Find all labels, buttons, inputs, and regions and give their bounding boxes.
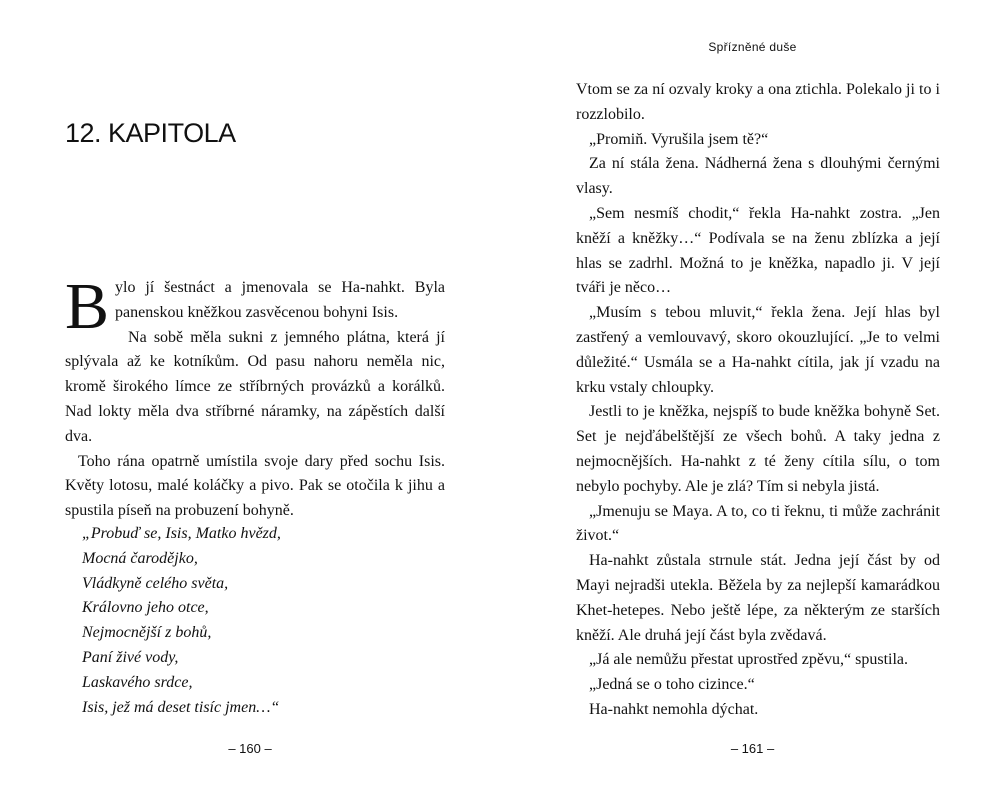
verse-line: Mocná čarodějko,	[82, 549, 198, 567]
paragraph: „Sem nesmíš chodit,“ řekla Ha-nahkt zostra. „Jen kněží a kněžky…“ Podívala se na ženu zblízka a její hlas se zadrhl. Možná to je kněžka, napadlo ji. V její tváři je něco…	[576, 204, 940, 297]
left-body-text	[65, 270, 445, 524]
opening-paragraph-text: ylo jí šestnáct a jmenovala se Ha-nahkt. Byla panenskou kněžkou zasvěcenou bohyni Isis.	[115, 279, 445, 321]
page-number: – 161 –	[730, 741, 775, 756]
hymn-verse	[82, 522, 442, 720]
running-head: Spřízněné duše	[708, 40, 797, 54]
verse-line: Laskavého srdce,	[82, 673, 193, 691]
opening-paragraph	[65, 270, 445, 343]
left-page	[0, 0, 500, 800]
paragraph: Ha-nahkt zůstala strnule stát. Jedna její část by od Mayi nejradši utekla. Běžela by za nejlepší kamarádkou Khet-hetepes. Nebo ještě lépe, za některým ze starších kněží. Ale druhá její část byla zvědavá.	[576, 552, 940, 644]
paragraph: Ha-nahkt nemohla dýchat.	[589, 700, 759, 718]
chapter-title: 12. KAPITOLA	[65, 118, 236, 148]
paragraph: „Jmenuju se Maya. A to, co ti řeknu, ti může zachránit život.“	[576, 502, 940, 545]
right-body-text	[576, 78, 940, 723]
paragraph: Jestli to je kněžka, nejspíš to bude kněžka bohyně Set. Set je nejďábelštější ze všech bohů. A taky jedna z nejmocnějších. Ha-nahkt z té ženy cítila sílu, o tom nebylo pochyby. Ale je zlá? Tím si nebyla jistá.	[576, 403, 940, 495]
paragraph: Za ní stála žena. Nádherná žena s dlouhými černými vlasy.	[576, 155, 940, 198]
verse-line: „Probuď se, Isis, Matko hvězd,	[82, 525, 281, 542]
drop-cap: B	[65, 270, 110, 343]
paragraph: Na sobě měla sukni z jemného plátna, která jí splývala až ke kotníkům. Od pasu nahoru neměla nic, kromě širokého límce ze stříbrných provázků a korálků. Nad lokty měla dva stříbrné náramky, na zápěstích další dva.	[65, 328, 445, 445]
paragraph: Toho rána opatrně umístila svoje dary před sochu Isis. Květy lotosu, malé koláčky a pivo. Pak se otočila k jihu a spustila píseň na probuzení bohyně.	[65, 452, 445, 520]
verse-line: Paní živé vody,	[82, 648, 179, 666]
verse-line: Královno jeho otce,	[82, 599, 209, 617]
verse-line: Isis, jež má deset tisíc jmen…“	[82, 698, 280, 716]
right-page	[500, 0, 1005, 800]
paragraph: „Promiň. Vyrušila jsem tě?“	[589, 130, 769, 148]
paragraph: „Já ale nemůžu přestat uprostřed zpěvu,“ spustila.	[589, 651, 908, 669]
paragraph: „Musím s tebou mluvit,“ řekla žena. Její hlas byl zastřený a vemlouvavý, skoro okouzlující. „Je to velmi důležité.“ Usmála se a Ha-nahkt cítila, jak jí vzadu na krku vstaly chloupky.	[576, 304, 940, 396]
paragraph: Vtom se za ní ozvaly kroky a ona ztichla. Polekalo ji to i rozzlobilo.	[576, 81, 940, 123]
verse-line: Nejmocnější z bohů,	[82, 624, 212, 642]
paragraph: „Jedná se o toho cizince.“	[589, 676, 755, 694]
page-number: – 160 –	[228, 741, 272, 756]
verse-line: Vládkyně celého světa,	[82, 574, 229, 592]
